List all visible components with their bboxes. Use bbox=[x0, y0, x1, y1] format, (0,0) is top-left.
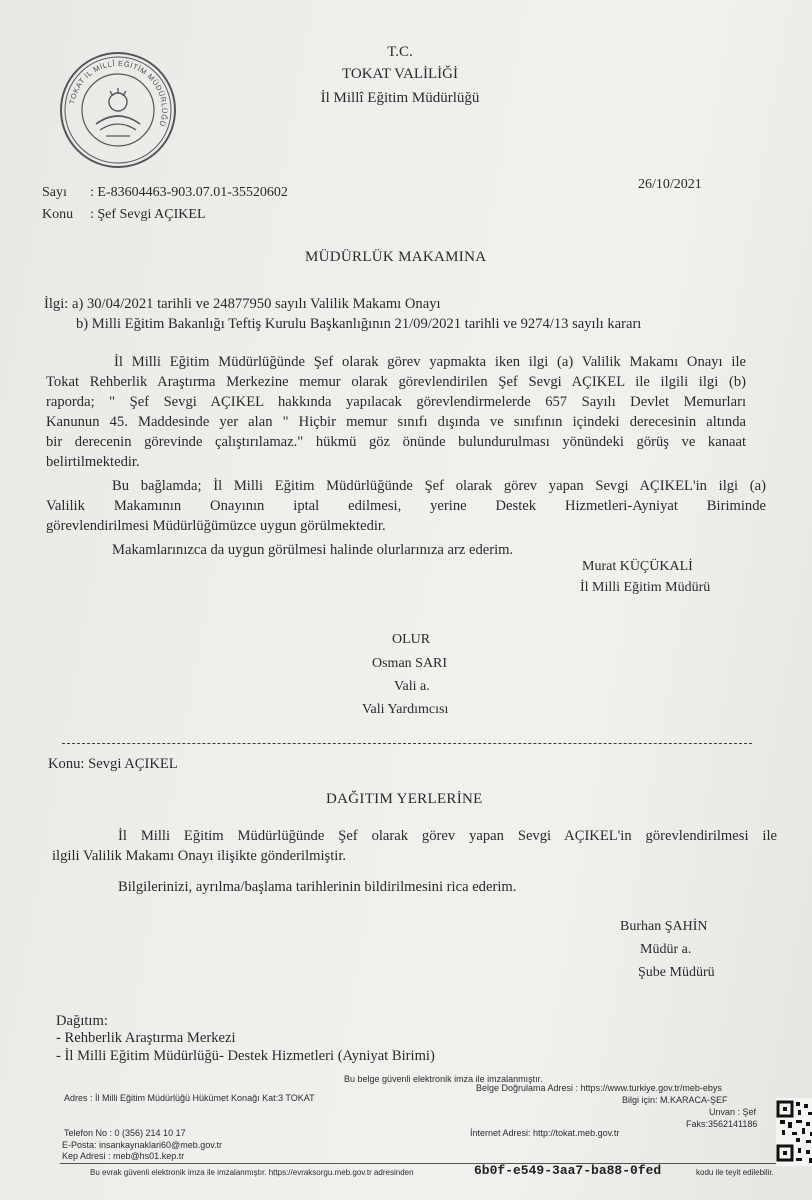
signer1-title: İl Milli Eğitim Müdürü bbox=[580, 580, 711, 595]
footer-fax: Faks:3562141186 bbox=[686, 1119, 758, 1129]
footer-address: Adres : İl Milli Eğitim Müdürlüğü Hükümet Konağı Kat:3 TOKAT bbox=[64, 1093, 315, 1103]
header-valilik: TOKAT VALİLİĞİ bbox=[342, 66, 458, 82]
distribution-item: - Rehberlik Araştırma Merkezi bbox=[56, 1030, 236, 1046]
verification-code[interactable]: 6b0f-e549-3aa7-ba88-0fed bbox=[474, 1163, 662, 1178]
footer-internet: İnternet Adresi: http://tokat.meb.gov.tr bbox=[470, 1128, 620, 1138]
approval-name: Osman SARI bbox=[372, 656, 448, 671]
header-mudurluk: İl Millî Eğitim Müdürlüğü bbox=[320, 90, 480, 106]
approval-olur: OLUR bbox=[392, 632, 431, 647]
footer-phone: Telefon No : 0 (356) 214 10 17 bbox=[64, 1128, 186, 1138]
distribution-label: Dağıtım: bbox=[56, 1013, 108, 1029]
svg-text:TOKAT İL MİLLÎ EĞİTİM MÜDÜRLÜĞ: TOKAT İL MİLLÎ EĞİTİM MÜDÜRLÜĞÜ bbox=[67, 58, 170, 128]
paragraph-5: Bilgilerinizi, ayrılma/başlama tarihlerinin bildirilmesini rica ederim. bbox=[118, 879, 517, 895]
paragraph-3: Makamlarınızca da uygun görülmesi halinde olurlarınıza arz ederim. bbox=[112, 542, 514, 558]
konu-2: Konu: Sevgi AÇIKEL bbox=[48, 756, 178, 772]
footer-kep: Kep Adresi : meb@hs01.kep.tr bbox=[62, 1151, 185, 1161]
konu-value: : Şef Sevgi AÇIKEL bbox=[90, 207, 206, 222]
approval-role2: Vali Yardımcısı bbox=[362, 702, 449, 717]
footer-verify: Belge Doğrulama Adresi : https://www.turkiye.gov.tr/meb-ebys bbox=[476, 1083, 722, 1093]
footer-bottom-text: Bu evrak güvenli elektronik imza ile imzalanmıştır. https://evraksorgu.meb.gov.tr adresinden bbox=[90, 1168, 414, 1177]
signer1-name: Murat KÜÇÜKALİ bbox=[582, 559, 693, 574]
ilgi-b: b) Milli Eğitim Bakanlığı Teftiş Kurulu Başkanlığının 21/09/2021 tarihli ve 9274/13 sayılı kararı bbox=[76, 316, 642, 332]
signer2-role2: Şube Müdürü bbox=[638, 965, 715, 980]
footer-rule bbox=[60, 1163, 780, 1164]
paragraph-2: Bu bağlamda; İl Milli Eğitim Müdürlüğünde Şef olarak görev yapan Sevgi AÇIKEL'in ilgi (a) Valilik Makamının Onayının iptal edilmesi, yerine Destek Hizmetleri-Ayniyat Biriminde görevlendirilmesi Müdürlüğümüzce uygun görülmektedir. bbox=[46, 478, 766, 534]
section-divider bbox=[62, 743, 752, 744]
sayi-label: Sayı bbox=[42, 185, 67, 200]
ministry-seal-icon bbox=[58, 50, 178, 170]
signer2-role1: Müdür a. bbox=[640, 942, 692, 957]
sayi-value: : E-83604463-903.07.01-35520602 bbox=[90, 185, 288, 200]
distribution-title: DAĞITIM YERLERİNE bbox=[326, 791, 483, 807]
paragraph-1: İl Milli Eğitim Müdürlüğünde Şef olarak görev yapmakta iken ilgi (a) Valilik Makamı Onayı ile Tokat Rehberlik Araştırma Merkezine memur olarak görevlendirilen Şef Sevgi AÇIKEL ile ilgili ilgi (b) raporda; " Şef Sevgi AÇIKEL hakkında yapılacak görevlendirmelerde 657 Sayılı Devlet Memurları Kanunun 45. Maddesinde yer alan " Hiçbir memur sınıfı dışında ve sınıfının içindeki derecesinin altında bir derecenin görevinde çalıştırılamaz." hükmü göz önünde bulundurulması yönündeki görüş ve kanaat belirtilmektedir. bbox=[46, 354, 746, 470]
footer-esign: Bu belge güvenli elektronik imza ile imzalanmıştır. bbox=[344, 1074, 543, 1084]
footer-email: E-Posta: insankaynaklari60@meb.gov.tr bbox=[62, 1140, 223, 1150]
footer-bottom-suffix: kodu ile teyit edilebilir. bbox=[696, 1168, 774, 1177]
qr-code-icon[interactable] bbox=[776, 1098, 812, 1166]
header-tc: T.C. bbox=[387, 44, 413, 60]
document-date: 26/10/2021 bbox=[638, 177, 702, 192]
ilgi-a: İlgi: a) 30/04/2021 tarihli ve 24877950 sayılı Valilik Makamı Onayı bbox=[44, 296, 441, 312]
signer2-name: Burhan ŞAHİN bbox=[620, 919, 708, 934]
konu-label: Konu bbox=[42, 207, 74, 222]
footer-info: Bilgi için: M.KARACA-ŞEF bbox=[622, 1095, 728, 1105]
approval-role1: Vali a. bbox=[394, 679, 430, 694]
footer-unvan: Unvan : Şef bbox=[709, 1107, 757, 1117]
distribution-item: - İl Milli Eğitim Müdürlüğü- Destek Hizmetleri (Ayniyat Birimi) bbox=[56, 1048, 435, 1064]
addressee-title: MÜDÜRLÜK MAKAMINA bbox=[305, 249, 487, 265]
paragraph-4: İl Milli Eğitim Müdürlüğünde Şef olarak görev yapan Sevgi AÇIKEL'in görevlendirilmesi ile ilgili Valilik Makamı Onayı ilişikte gönderilmiştir. bbox=[52, 828, 777, 864]
